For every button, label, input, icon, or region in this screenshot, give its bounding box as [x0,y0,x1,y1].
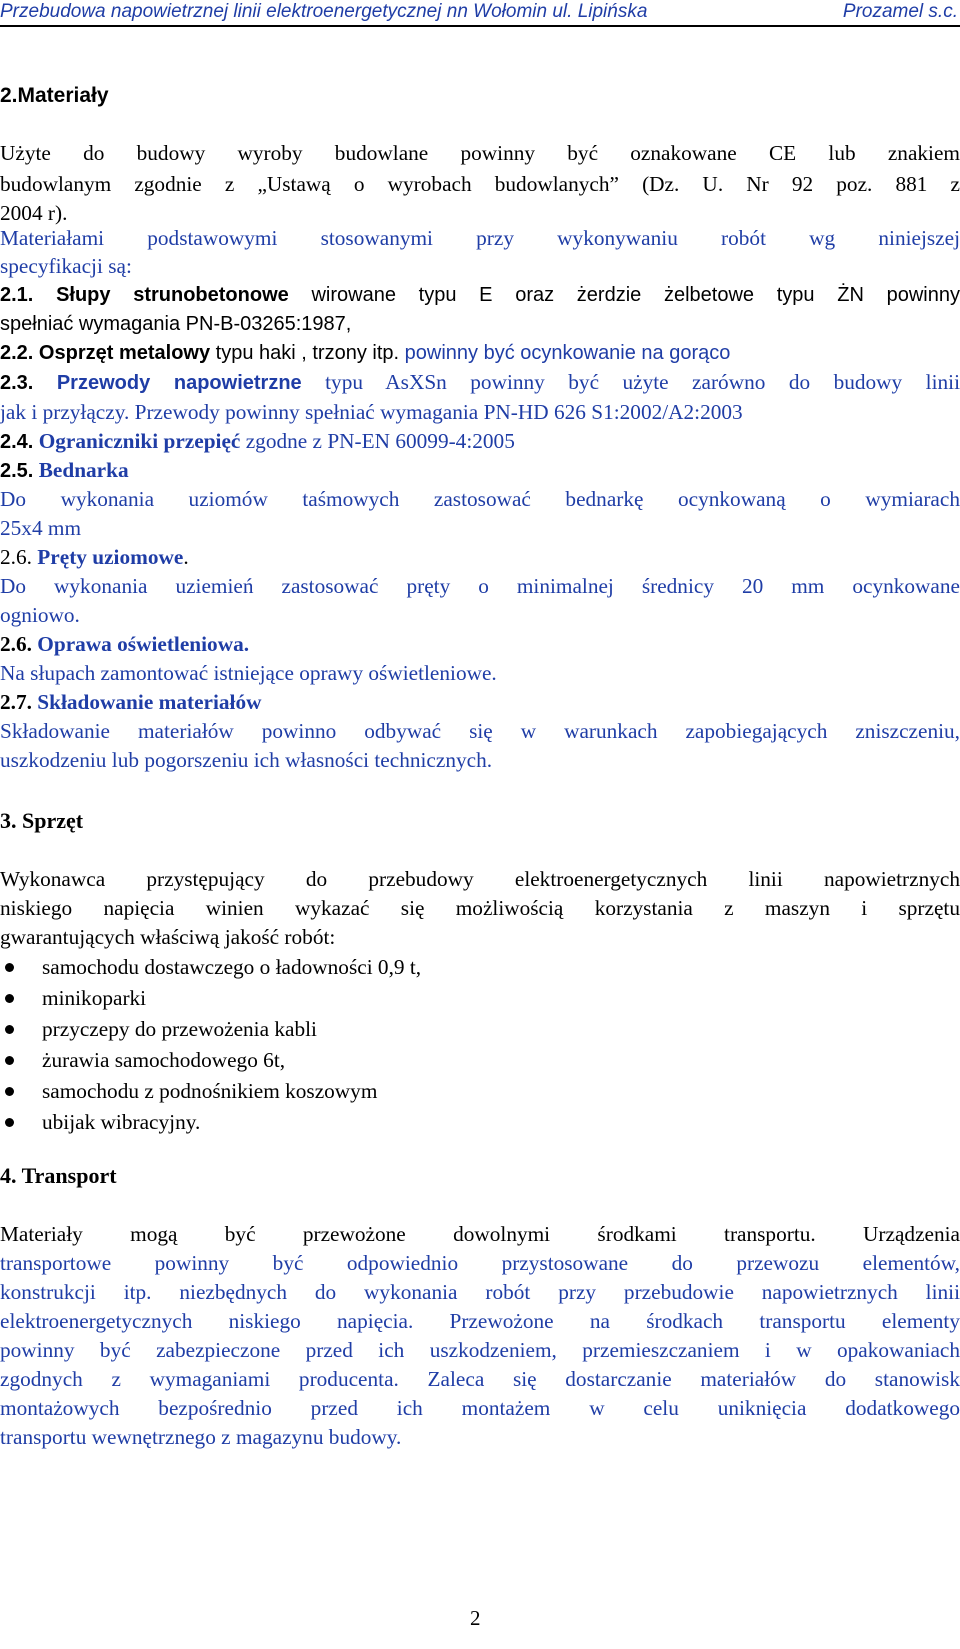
item-2-1 [0,283,960,307]
section-heading-transport: 4. Transport [0,1163,117,1188]
section-heading-materials: 2.Materiały [0,84,109,107]
paragraph-line: ogniowo. [0,603,80,627]
item-2-2 [0,341,960,365]
page-number: 2 [470,1606,481,1630]
item-text-blue: powinny być ocynkowanie na gorąco [399,342,731,364]
paragraph-line: transportowe powinny być odpowiednio przystosowane do przewozu elementów, [0,1251,960,1275]
text-run: jak i przyłączy. [0,400,130,424]
item-number: 2.7. [0,690,32,714]
paragraph-line: montażowych bezpośrednio przed ich montażem w celu uniknięcia dodatkowego [0,1396,960,1420]
bullet-icon [5,1025,14,1034]
item-title: Ograniczniki przepięć [38,429,241,453]
paragraph-line: transportu wewnętrznego z magazynu budowy. [0,1425,402,1449]
item-title: Oprawa oświetleniowa. [37,632,250,656]
paragraph-line: niskiego napięcia winien wykazać się możliwością korzystania z maszyn i sprzętu [0,896,960,920]
paragraph-line: Użyte do budowy wyroby budowlane powinny być oznakowane CE lub znakiem [0,141,960,165]
item-2-4 [0,429,960,454]
bullet-icon [5,1056,14,1065]
bullet-icon [5,963,14,972]
list-item-text: samochodu z podnośnikiem koszowym [42,1079,378,1103]
header-rule [0,25,960,27]
item-2-6b [0,632,960,656]
paragraph-line: zgodnych z wymaganiami producenta. Zaleca się dostarczanie materiałów do stanowisk [0,1367,960,1391]
paragraph-line: spełniać wymagania PN-B-03265:1987, [0,313,352,335]
item-title: Słupy strunobetonowe [56,284,289,306]
item-title: Przewody napowietrzne [56,372,302,394]
item-text: typu AsXSn powinny być użyte zarówno do budowy linii [301,370,960,394]
list-item-text: żurawia samochodowego 6t, [42,1048,286,1072]
paragraph-line: Na słupach zamontować istniejące oprawy oświetleniowe. [0,661,497,685]
paragraph-line [0,400,960,424]
paragraph-line: Wykonawca przystępujący do przebudowy elektroenergetycznych linii napowietrznych [0,867,960,891]
paragraph-line: uszkodzeniu lub pogorszeniu ich własności technicznych. [0,748,493,772]
paragraph-line [0,1222,960,1246]
running-header [0,0,960,26]
section-heading-equipment: 3. Sprzęt [0,808,84,833]
item-2-6 [0,545,960,569]
item-title: Składowanie materiałów [37,690,262,714]
item-text: . [183,545,189,569]
item-text: zgodne z PN-EN 60099-4:2005 [240,429,515,453]
paragraph-line: 25x4 mm [0,516,82,540]
item-number: 2.1. [0,284,34,306]
item-2-5 [0,458,960,483]
list-item [0,1017,900,1041]
list-item [0,955,900,979]
item-title: Bednarka [38,458,129,482]
paragraph-line: 2004 r). [0,201,68,225]
paragraph-line: specyfikacji są: [0,254,132,278]
item-title: Pręty uziomowe [37,545,184,569]
item-text: typu haki , trzony itp. [210,342,400,364]
header-company: Prozamel s.c. [842,1,958,22]
item-number: 2.4. [0,431,34,453]
list-item-text: minikoparki [42,986,147,1010]
item-text: wirowane typu E oraz żerdzie żelbetowe typu ŻN powinny [288,284,960,306]
paragraph-line: Materiałami podstawowymi stosowanymi przy wykonywaniu robót wg niniejszej [0,226,960,250]
text-run: Materiały mogą być przewożone dowolnymi środkami transportu. Urządzenia [0,1222,960,1246]
header-title: Przebudowa napowietrznej linii elektroenergetycznej nn Wołomin ul. Lipińska [0,1,648,22]
bullet-icon [5,1087,14,1096]
item-2-3 [0,370,960,395]
paragraph-line: Do wykonania uziemień zastosować pręty o minimalnej średnicy 20 mm ocynkowane [0,574,960,598]
item-number: 2.2. [0,342,34,364]
item-title: Osprzęt metalowy [38,342,211,364]
paragraph-line: Składowanie materiałów powinno odbywać się w warunkach zapobiegających zniszczeniu, [0,719,960,743]
paragraph-line: powinny być zabezpieczone przed ich uszkodzeniem, przemieszczaniem i w opakowaniach [0,1338,960,1362]
list-item-text: przyczepy do przewożenia kabli [42,1017,317,1041]
list-item [0,1048,900,1072]
paragraph-line: budowlanym zgodnie z „Ustawą o wyrobach budowlanych” (Dz. U. Nr 92 poz. 881 z [0,172,960,196]
list-item [0,1110,900,1134]
bullet-icon [5,1118,14,1127]
item-number: 2.3. [0,372,34,394]
list-item [0,986,900,1010]
list-item-text: ubijak wibracyjny. [42,1110,201,1134]
paragraph-line: elektroenergetycznych niskiego napięcia. Przewożone na środkach transportu elementy [0,1309,960,1333]
item-number: 2.6. [0,545,32,569]
text-run: Przewody powinny spełniać wymagania PN-HD 626 S1:2002/A2:2003 [129,400,743,424]
paragraph-line: Do wykonania uziomów taśmowych zastosować bednarkę ocynkowaną o wymiarach [0,487,960,511]
paragraph-line: gwarantujących właściwą jakość robót: [0,925,336,949]
item-number: 2.5. [0,460,34,482]
item-2-7 [0,690,960,714]
item-number: 2.6. [0,632,32,656]
paragraph-line: konstrukcji itp. niezbędnych do wykonania robót przy przebudowie napowietrznych linii [0,1280,960,1304]
list-item [0,1079,900,1103]
bullet-icon [5,994,14,1003]
list-item-text: samochodu dostawczego o ładowności 0,9 t, [42,955,422,979]
